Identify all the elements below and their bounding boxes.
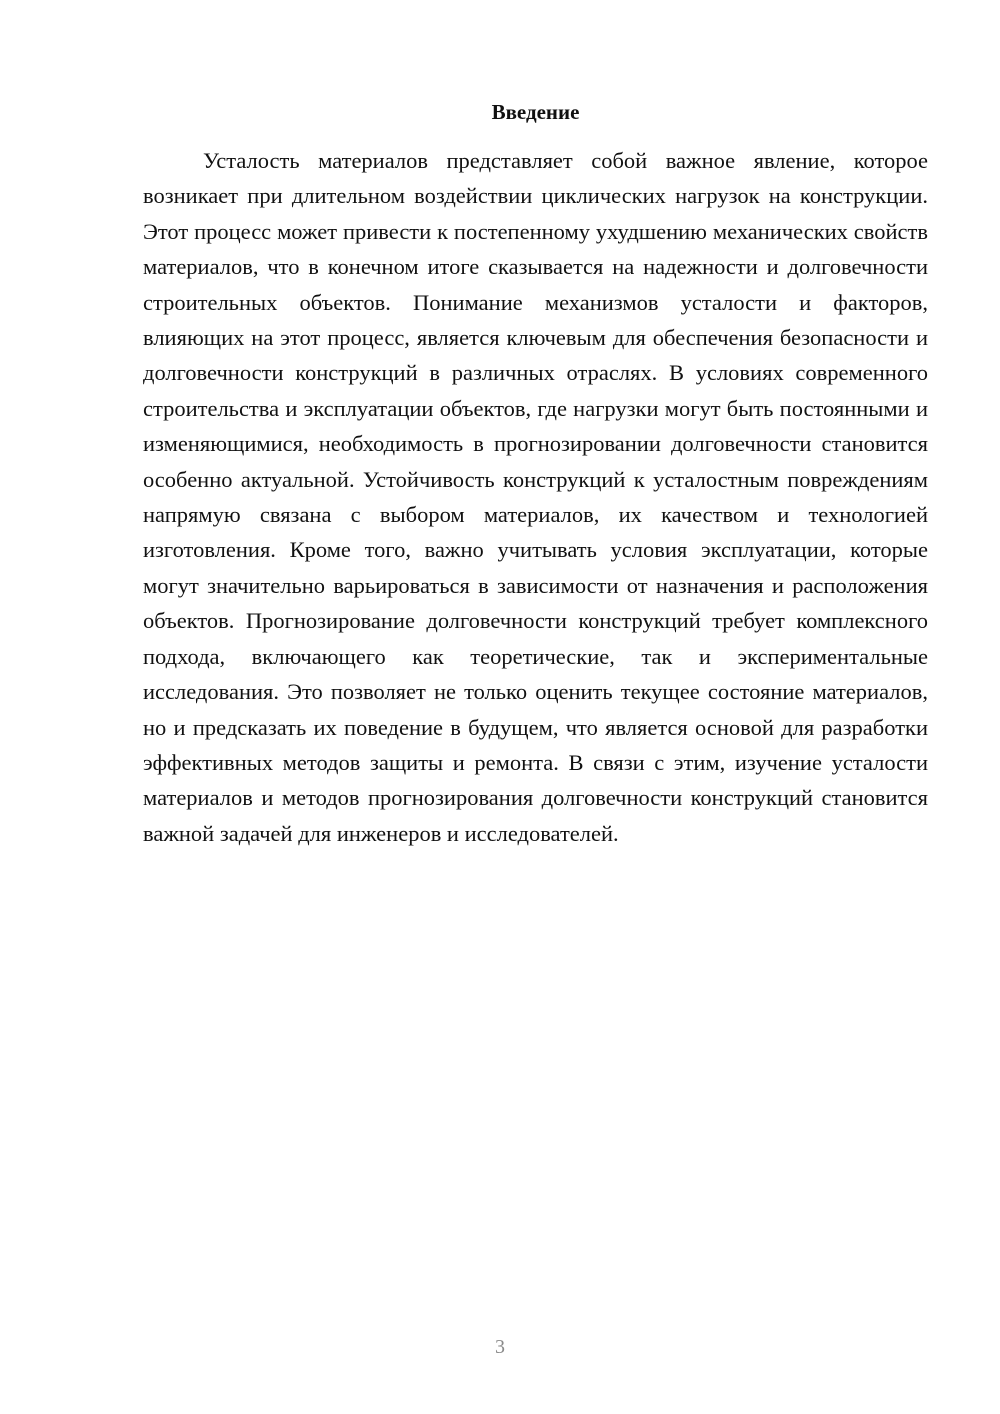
body-paragraph: Усталость материалов представляет собой важное явление, которое возникает при длительном воздействии циклических нагрузок на конструкции. Этот процесс может привести к постепенному ухудшению механических свойств материалов, что в конечном итоге сказывается на надежности и долговечности строительных объектов. Понимание механизмов усталости и факторов, влияющих на этот процесс, является ключевым для обеспечения безопасности и долговечности конструкций в различных отраслях. В условиях современного строительства и эксплуатации объектов, где нагрузки могут быть постоянными и изменяющимися, необходимость в прогнозировании долговечности становится особенно актуальной. Устойчивость конструкций к усталостным повреждениям напрямую связана с выбором материалов, их качеством и технологией изготовления. Кроме того, важно учитывать условия эксплуатации, которые могут значительно варьироваться в зависимости от назначения и расположения объектов. Прогнозирование долговечности конструкций требует комплексного подхода, включающего как теоретические, так и экспериментальные исследования. Это позволяет не только оценить текущее состояние материалов, но и предсказать их поведение в будущем, что является основой для разработки эффективных методов защиты и ремонта. В связи с этим, изучение усталости материалов и методов прогнозирования долговечности конструкций становится важной задачей для инженеров и исследователей. — [143, 148, 928, 846]
section-heading: Введение — [491, 100, 580, 124]
page-number: 3 — [495, 1336, 505, 1358]
